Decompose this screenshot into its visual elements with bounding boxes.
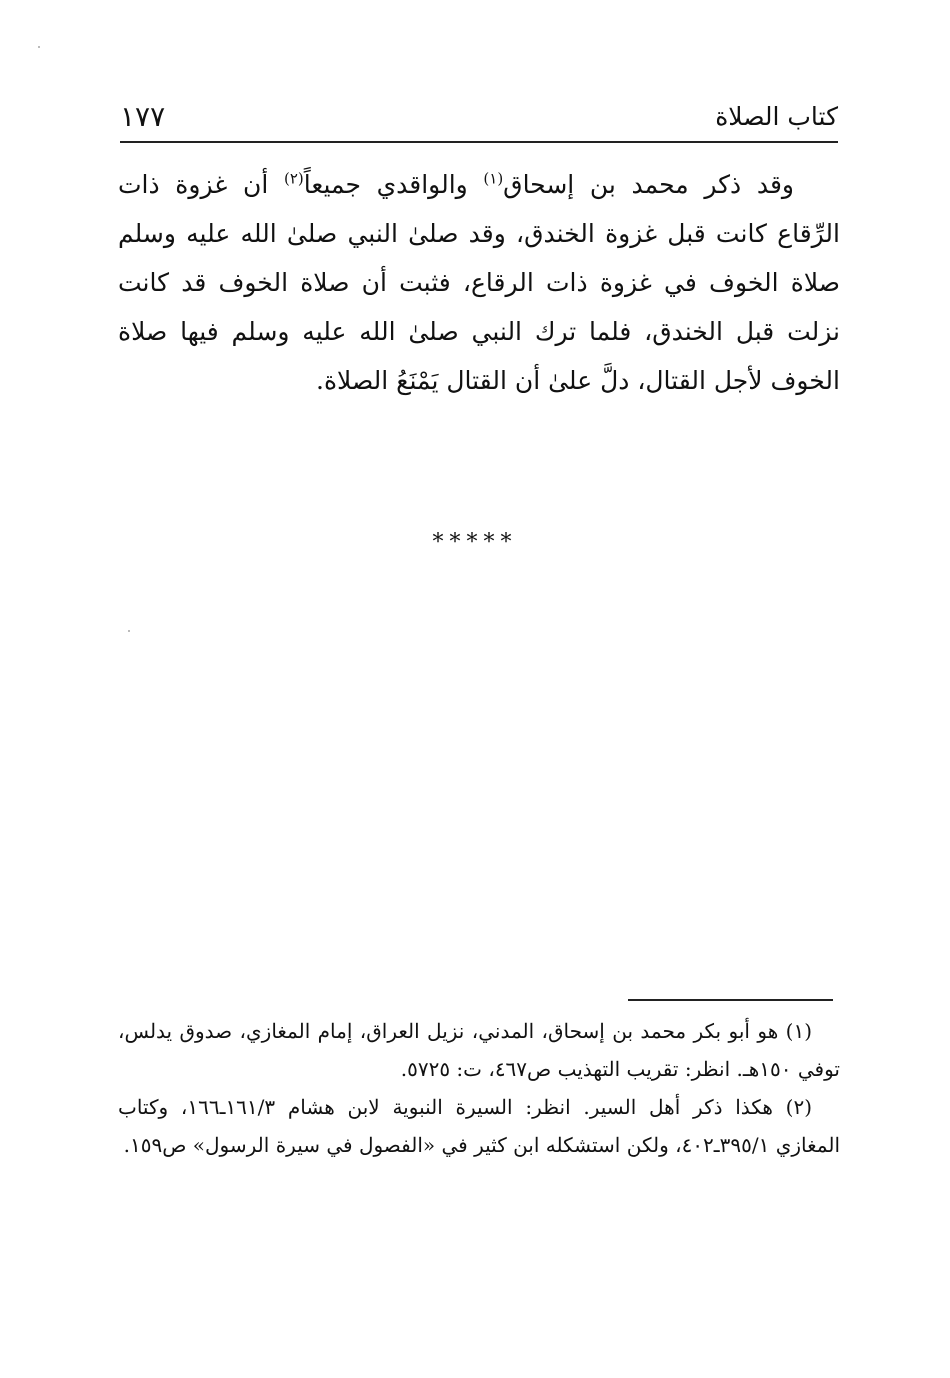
page-number: ١٧٧: [120, 100, 166, 133]
main-paragraph: [118, 160, 840, 405]
body-text-segment: أن غزوة ذات الرِّقاع كانت قبل غزوة الخندق، وقد صلىٰ النبي صلىٰ الله عليه وسلم صلاة الخوف في غزوة ذات الرقاع، فثبت أن صلاة الخوف قد كانت نزلت قبل الخندق، فلما ترك النبي صلىٰ الله عليه وسلم فيها صلاة الخوف لأجل القتال، دلَّ علىٰ أن القتال يَمْنَعُ الصلاة.: [118, 170, 840, 395]
footnote-2: [118, 1088, 840, 1164]
scan-speck: [38, 46, 40, 48]
footnote-ref-1[interactable]: (١): [483, 169, 504, 188]
footnote-rule: [628, 999, 833, 1001]
chapter-title: كتاب الصلاة: [715, 102, 838, 131]
footnotes: [118, 1012, 840, 1164]
footnote-text: (٢) هكذا ذكر أهل السير. انظر: السيرة النبوية لابن هشام ١٦١/٣ـ١٦٦، وكتاب المغازي ٣٩٥/١ـ٤٠٢، ولكن استشكله ابن كثير في «الفصول في سيرة الرسول» ص١٥٩.: [118, 1095, 840, 1157]
header-rule: [120, 141, 838, 143]
body-text-segment: وقد ذكر محمد بن إسحاق: [503, 170, 794, 199]
footnote-text: (١) هو أبو بكر محمد بن إسحاق، المدني، نزيل العراق، إمام المغازي، صدوق يدلس، توفي ١٥٠هـ. انظر: تقريب التهذيب ص٤٦٧، ت: ٥٧٢٥.: [118, 1019, 840, 1081]
footnote-1: [118, 1012, 840, 1088]
body-text-segment: والواقدي جميعاً: [303, 170, 484, 199]
footnote-ref-2[interactable]: (٢): [283, 169, 304, 188]
scan-speck: [128, 630, 130, 632]
section-separator: *****: [432, 530, 518, 555]
running-header: [120, 98, 838, 140]
